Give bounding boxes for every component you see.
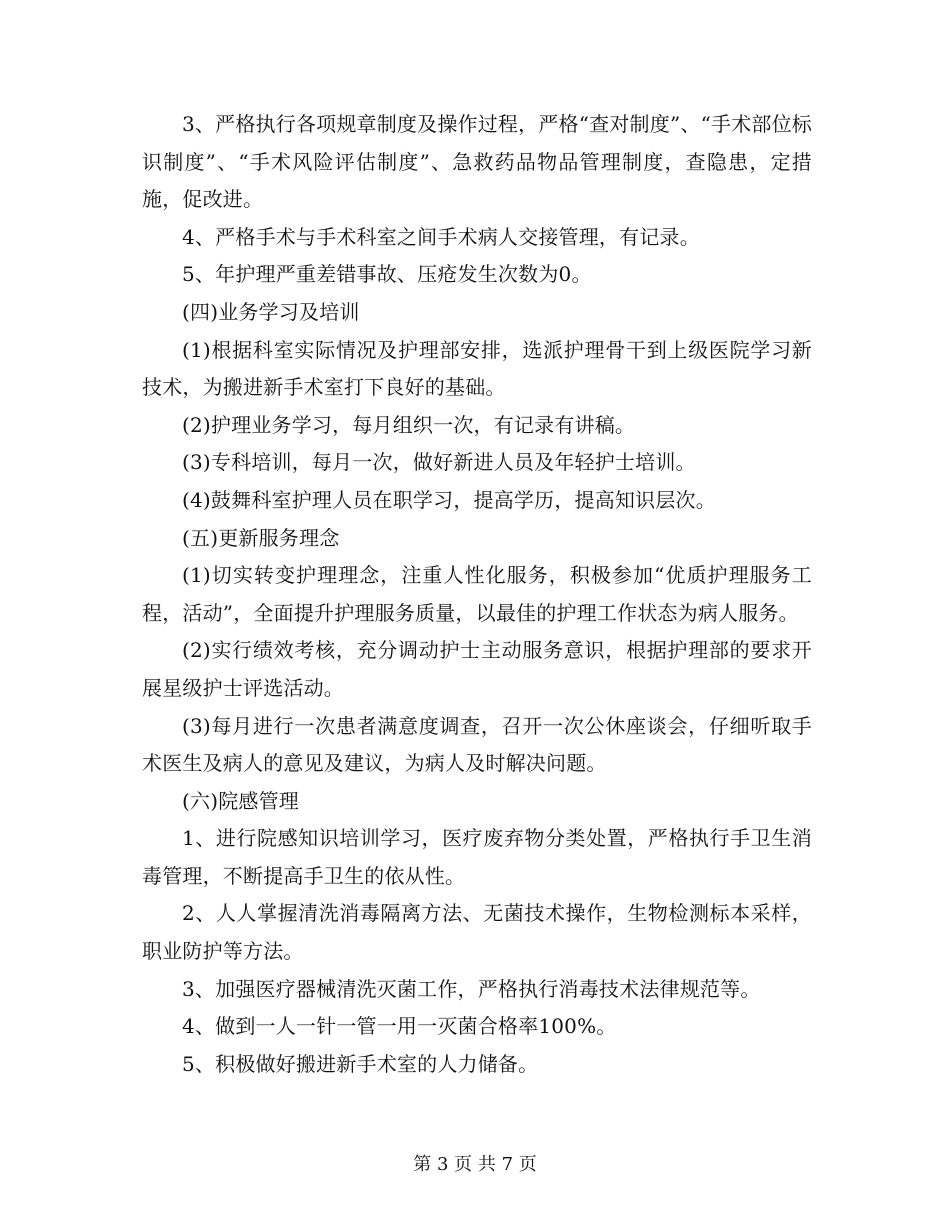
paragraph-infection-1: 1、进行院感知识培训学习，医疗废弃物分类处置，严格执行手卫生消毒管理，不断提高手卫生的依从性。 — [142, 826, 812, 888]
section-heading-training: (四)业务学习及培训 — [182, 299, 360, 324]
paragraph-training-4: (4)鼓舞科室护理人员在职学习，提高学历，提高知识层次。 — [182, 487, 716, 512]
paragraph-infection-4: 4、做到一人一针一管一用一灭菌合格率100%。 — [182, 1014, 617, 1039]
paragraph-patient-handover: 4、严格手术与手术科室之间手术病人交接管理，有记录。 — [182, 224, 700, 249]
paragraph-error-count: 5、年护理严重差错事故、压疮发生次数为0。 — [182, 262, 592, 287]
paragraph-service-1: (1)切实转变护理理念，注重人性化服务，积极参加“优质护理服务工程，活动”，全面提升护理服务质量，以最佳的护理工作状态为病人服务。 — [142, 563, 812, 625]
paragraph-infection-2: 2、人人掌握清洗消毒隔离方法、无菌技术操作，生物检测标本采样，职业防护等方法。 — [142, 901, 812, 964]
document-body — [142, 106, 812, 1083]
paragraph-infection-3: 3、加强医疗器械清洗灭菌工作，严格执行消毒技术法律规范等。 — [182, 976, 761, 1001]
section-heading-infection: (六)院感管理 — [182, 788, 300, 813]
paragraph-training-1: (1)根据科室实际情况及护理部安排，选派护理骨干到上级医院学习新技术，为搬进新手术室打下良好的基础。 — [142, 337, 812, 400]
paragraph-training-3: (3)专科培训，每月一次，做好新进人员及年轻护士培训。 — [182, 450, 696, 475]
paragraph-service-3: (3)每月进行一次患者满意度调查，召开一次公休座谈会，仔细听取手术医生及病人的意见及建议，为病人及时解决问题。 — [142, 713, 812, 776]
paragraph-service-2: (2)实行绩效考核，充分调动护士主动服务意识，根据护理部的要求开展星级护士评选活动。 — [142, 638, 812, 700]
page-number-footer: 第 3 页 共 7 页 — [413, 1154, 537, 1175]
paragraph-infection-5: 5、积极做好搬进新手术室的人力储备。 — [182, 1051, 539, 1076]
paragraph-rule-execution: 3、严格执行各项规章制度及操作过程，严格“查对制度”、“手术部位标识制度”、“手术风险评估制度”、急救药品物品管理制度，查隐患，定措施，促改进。 — [142, 112, 812, 212]
section-heading-service: (五)更新服务理念 — [182, 525, 340, 550]
paragraph-training-2: (2)护理业务学习，每月组织一次，有记录有讲稿。 — [182, 412, 636, 437]
